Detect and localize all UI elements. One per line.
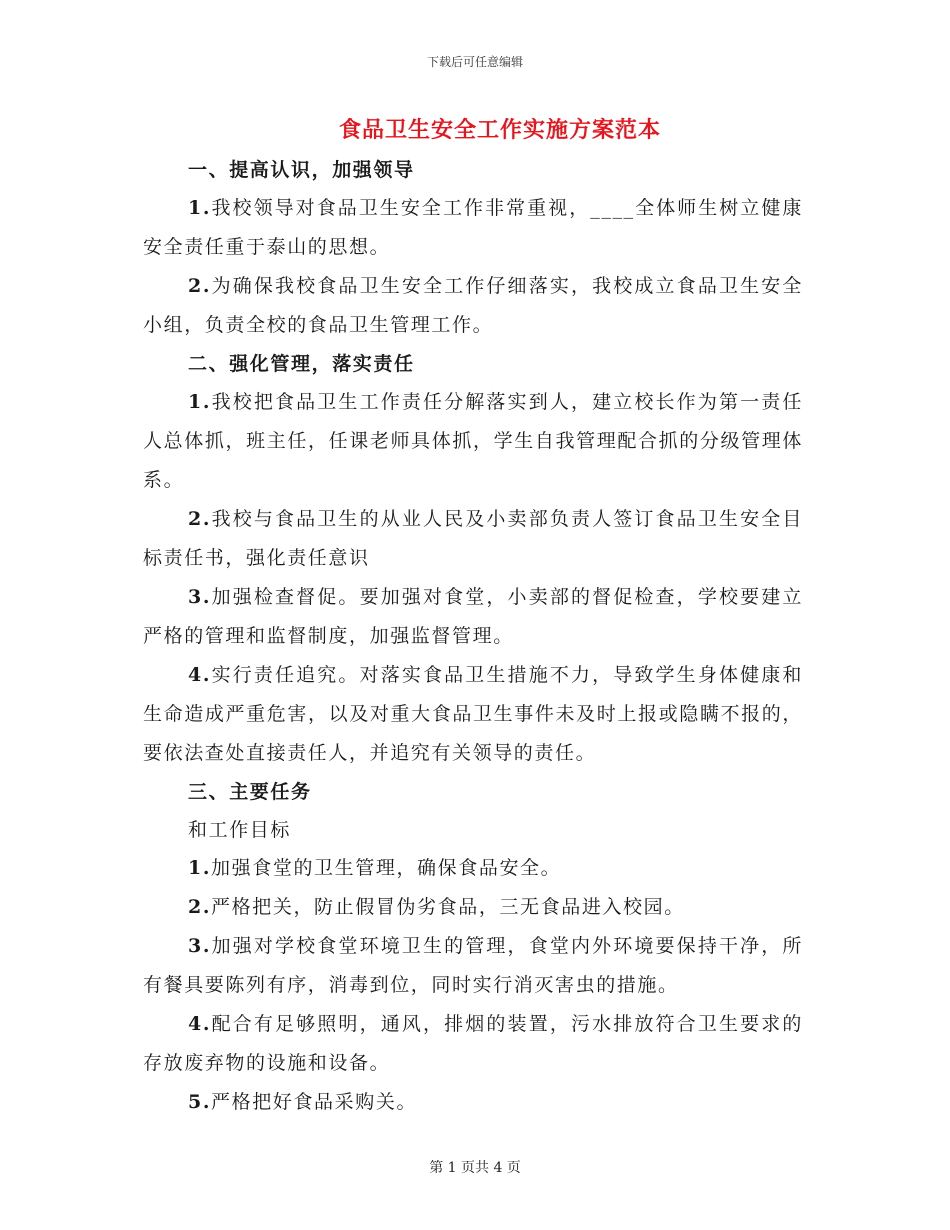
- item-number: 4.: [188, 1013, 212, 1035]
- paragraph: [143, 383, 803, 500]
- paragraph: [143, 1005, 803, 1083]
- section-heading: 一、提高认识，加强领导: [188, 159, 415, 181]
- paragraph: [143, 578, 803, 656]
- item-text: 严格把好食品采购关。: [211, 1091, 418, 1113]
- item-number: 1.: [188, 197, 212, 219]
- paragraph: [143, 849, 803, 888]
- document-body: [143, 151, 803, 1122]
- section-heading: 三、主要任务: [188, 781, 312, 803]
- paragraph: [143, 656, 803, 773]
- paragraph: [143, 927, 803, 1005]
- item-number: 1.: [188, 391, 212, 413]
- item-number: 3.: [188, 586, 212, 608]
- paragraph: [143, 189, 803, 267]
- item-number: 1.: [188, 857, 212, 879]
- item-number: 2.: [188, 896, 212, 918]
- item-text: 实行责任追究。对落实食品卫生措施不力，导致学生身体健康和生命造成严重危害，以及对重大食品卫生事件未及时上报或隐瞒不报的，要依法查处直接责任人，并追究有关领导的责任。: [143, 664, 803, 764]
- document-title: 食品卫生安全工作实施方案范本: [338, 117, 661, 143]
- item-number: 3.: [188, 935, 212, 957]
- item-text: 我校与食品卫生的从业人民及小卖部负责人签订食品卫生安全目标责任书，强化责任意识: [143, 508, 803, 569]
- section-subline: 和工作目标: [188, 819, 292, 841]
- item-text: 加强检查督促。要加强对食堂，小卖部的督促检查，学校要建立严格的管理和监督制度，加强监督管理。: [143, 586, 803, 647]
- item-number: 2.: [188, 508, 212, 530]
- paragraph: [143, 267, 803, 345]
- item-text: 我校领导对食品卫生安全工作非常重视，____全体师生树立健康安全责任重于泰山的思想。: [143, 197, 803, 258]
- item-text: 为确保我校食品卫生安全工作仔细落实，我校成立食品卫生安全小组，负责全校的食品卫生管理工作。: [143, 275, 803, 336]
- item-number: 5.: [188, 1091, 212, 1113]
- section-heading: 二、强化管理，落实责任: [188, 353, 415, 375]
- item-text: 严格把关，防止假冒伪劣食品，三无食品进入校园。: [211, 896, 685, 918]
- paragraph: [143, 500, 803, 578]
- item-text: 我校把食品卫生工作责任分解落实到人，建立校长作为第一责任人总体抓，班主任，任课老师具体抓，学生自我管理配合抓的分级管理体系。: [143, 391, 803, 491]
- item-number: 4.: [188, 664, 212, 686]
- item-text: 加强食堂的卫生管理，确保食品安全。: [211, 857, 562, 879]
- item-number: 2.: [188, 275, 212, 297]
- item-text: 加强对学校食堂环境卫生的管理，食堂内外环境要保持干净，所有餐具要陈列有序，消毒到位，同时实行消灭害虫的措施。: [143, 935, 803, 996]
- paragraph: [143, 1083, 803, 1122]
- page-footer: 第 1 页共 4 页: [429, 1160, 521, 1176]
- header-note: 下载后可任意编辑: [426, 55, 523, 69]
- item-text: 配合有足够照明，通风，排烟的装置，污水排放符合卫生要求的存放废弃物的设施和设备。: [143, 1013, 803, 1074]
- paragraph: [143, 888, 803, 927]
